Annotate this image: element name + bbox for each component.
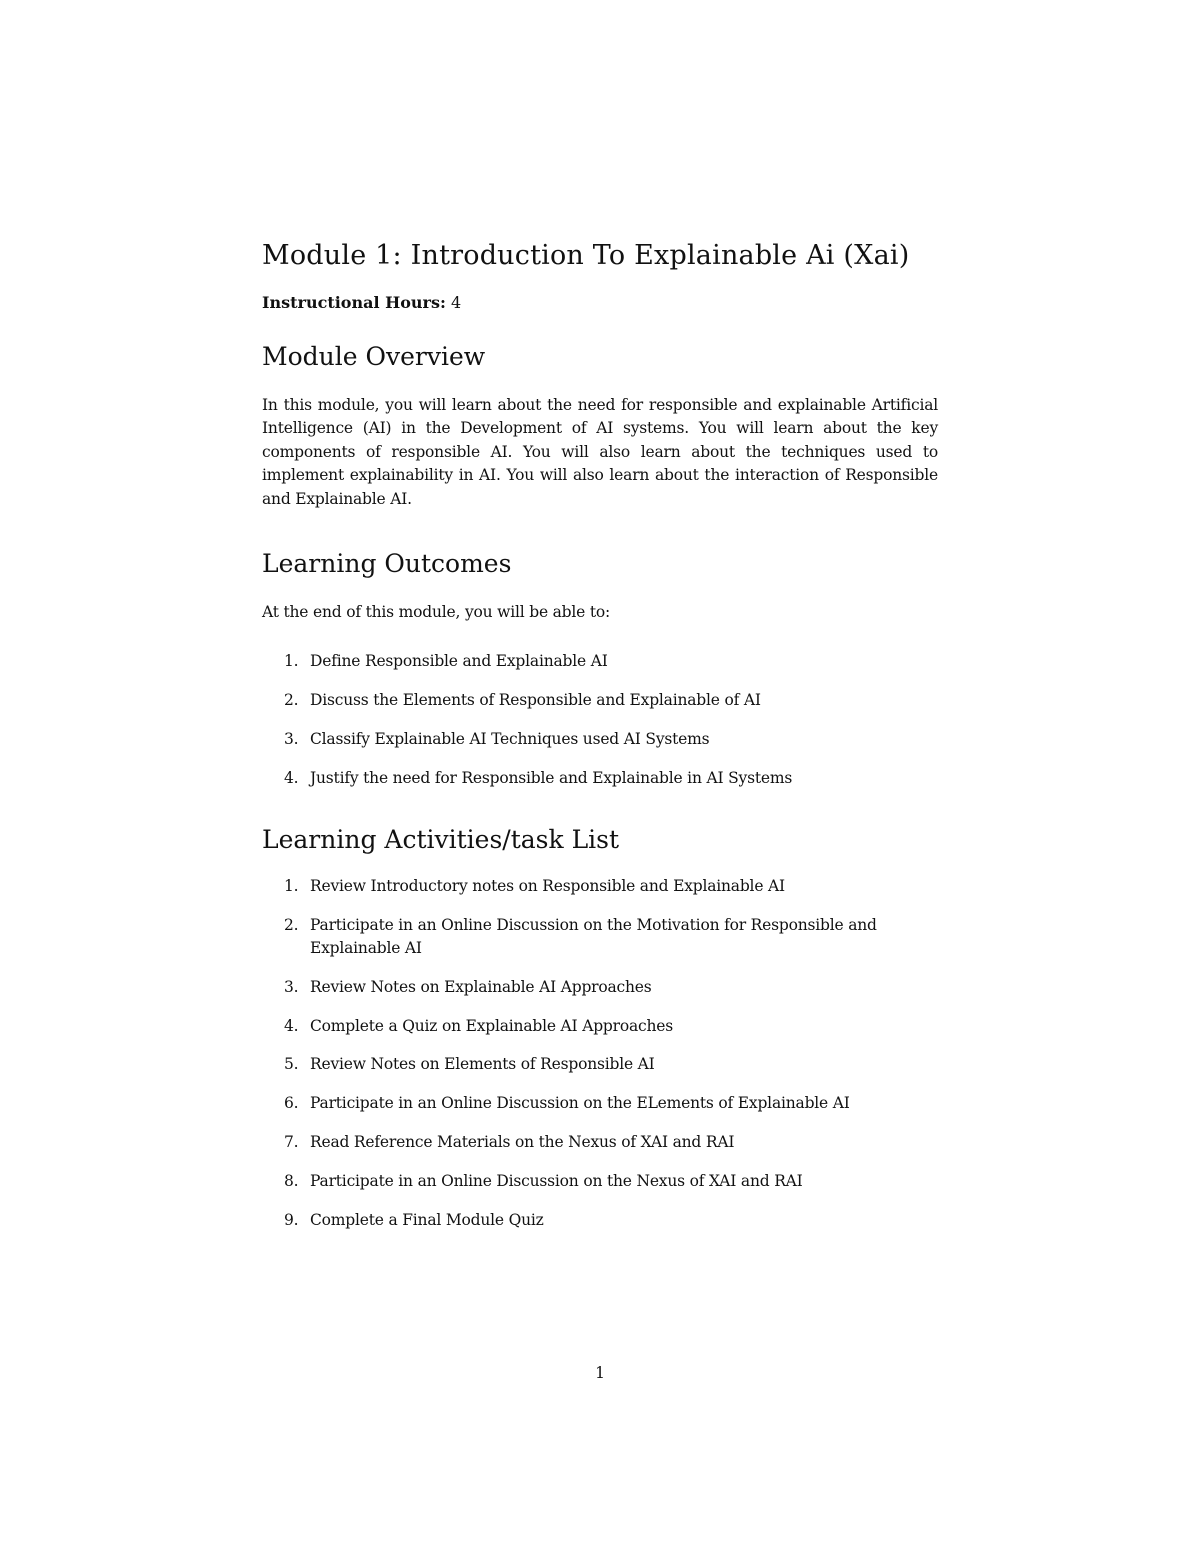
instructional-hours [262,292,938,314]
learning-activities-heading: Learning Activities/task List [262,824,620,854]
list-item-number: 7. [284,1133,299,1152]
document-page [262,236,938,1232]
list-item-text: Discuss the Elements of Responsible and Explainable of AI [310,691,761,710]
list-item-number: 3. [284,730,299,749]
learning-outcomes-intro: At the end of this module, you will be able to: [262,603,611,622]
list-item-text: Justify the need for Responsible and Explainable in AI Systems [310,769,793,788]
list-item [262,875,938,898]
list-item [262,1209,938,1232]
list-item-number: 4. [284,769,299,788]
list-item-number: 2. [284,915,299,934]
list-item [262,1092,938,1115]
list-item-text: Define Responsible and Explainable AI [310,652,608,671]
list-item [262,767,938,790]
list-item [262,689,938,712]
list-item-text: Review Notes on Elements of Responsible AI [310,1055,655,1074]
module-overview-text: In this module, you will learn about the need for responsible and explainable Artificial Intelligence (AI) in the Development of AI systems. You will learn about the key components of responsible AI. You will also learn about the techniques used to implement explainability in AI. You will also learn about the interaction of Responsible and Explainable AI. [262,396,938,508]
list-item-number: 1. [284,876,299,895]
instructional-hours-label: Instructional Hours: [262,293,446,312]
instructional-hours-value: 4 [450,293,462,312]
list-item [262,976,938,999]
learning-activities-list [262,875,938,1232]
learning-outcomes-heading: Learning Outcomes [262,549,512,579]
learning-outcomes-list [262,650,938,790]
list-item-text: Review Notes on Explainable AI Approaches [310,977,652,996]
page-number: 1 [595,1364,605,1382]
list-item-text: Read Reference Materials on the Nexus of XAI and RAI [310,1133,735,1152]
module-overview-heading: Module Overview [262,342,486,371]
list-item [262,914,938,961]
list-item-text: Review Introductory notes on Responsible and Explainable AI [310,876,785,895]
list-item [262,1131,938,1154]
list-item [262,1015,938,1038]
list-item [262,728,938,751]
list-item-text: Complete a Quiz on Explainable AI Approaches [310,1016,674,1035]
list-item-number: 6. [284,1094,299,1113]
list-item-number: 9. [284,1210,299,1229]
list-item [262,1170,938,1193]
list-item-number: 3. [284,977,299,996]
list-item-text: Participate in an Online Discussion on the ELements of Explainable AI [310,1094,850,1113]
list-item-number: 4. [284,1016,299,1035]
list-item-text: Classify Explainable AI Techniques used AI Systems [310,730,710,749]
list-item [262,650,938,673]
list-item-number: 5. [284,1055,299,1074]
list-item [262,1053,938,1076]
list-item-number: 1. [284,652,299,671]
list-item-text: Participate in an Online Discussion on the Nexus of XAI and RAI [310,1171,803,1190]
list-item-number: 2. [284,691,299,710]
list-item-text: Complete a Final Module Quiz [310,1210,544,1229]
module-title: Module 1: Introduction To Explainable Ai (Xai) [262,240,910,271]
list-item-text: Participate in an Online Discussion on the Motivation for Responsible and Explainable AI [310,915,877,958]
list-item-number: 8. [284,1171,299,1190]
